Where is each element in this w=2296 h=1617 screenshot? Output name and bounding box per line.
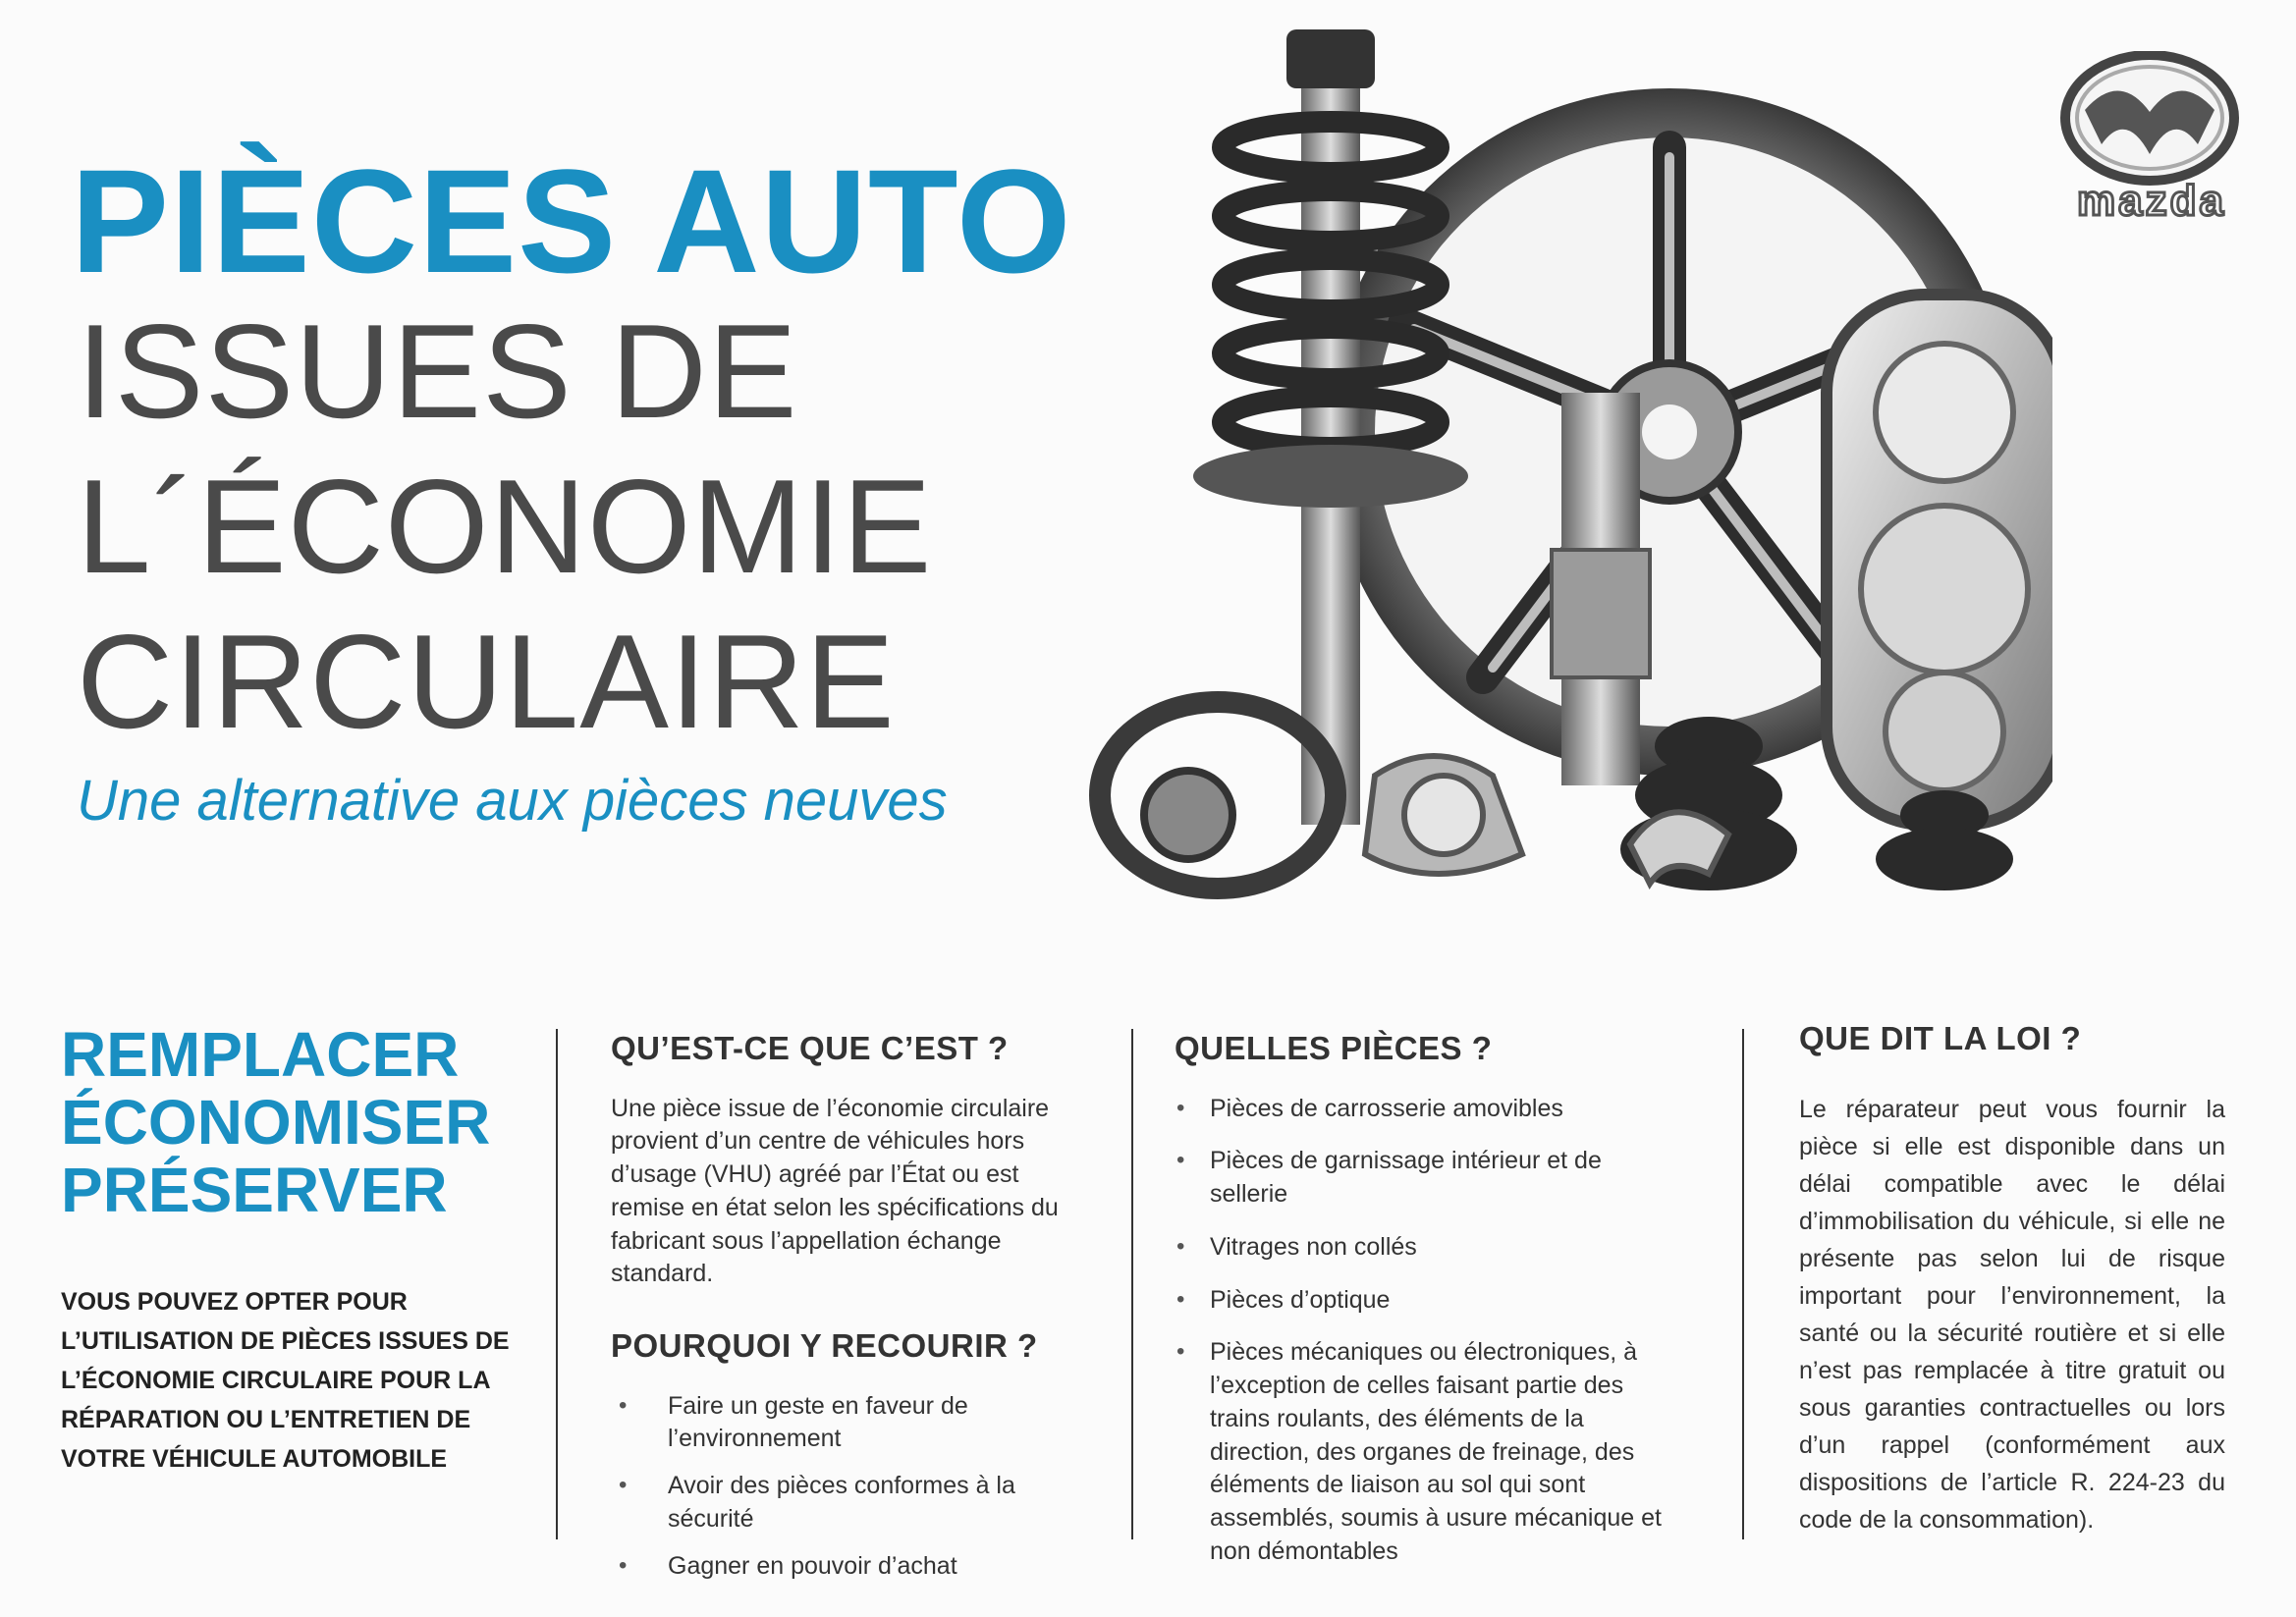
what-section [611,1027,1072,1596]
which-heading: QUELLES PIÈCES ? [1175,1030,1493,1066]
what-heading: QU’EST-CE QUE C’EST ? [611,1030,1009,1066]
car-parts-photo [1080,0,2052,913]
list-item: • Pièces de carrosserie amovibles [1175,1093,1685,1126]
title-line-2: ISSUES DE [77,296,798,446]
slogan-line: REMPLACER [61,1019,460,1090]
law-section [1799,1017,2225,1538]
divider [1131,1029,1133,1539]
list-item: • Gagner en pouvoir d’achat [611,1550,1072,1584]
which-section [1175,1027,1685,1589]
divider [556,1029,558,1539]
why-heading: POURQUOI Y RECOURIR ? [611,1327,1038,1365]
slogan [61,1021,490,1224]
mazda-wordmark: mazda [2077,177,2226,225]
slogan-line: ÉCONOMISER [61,1087,491,1159]
divider [1742,1029,1744,1539]
title-line-4: CIRCULAIRE [77,607,896,756]
list-item: • Faire un geste en faveur de l’environnement [611,1390,1072,1457]
intro-text: VOUS POUVEZ OPTER POUR L’UTILISATION DE PIÈCES ISSUES DE L’ÉCONOMIE CIRCULAIRE POUR LA RÉPARATION OU L’ENTRETIEN DE VOTRE VÉHICULE AUTOMOBILE [61,1288,510,1473]
list-item: • Avoir des pièces conformes à la sécurité [611,1470,1072,1536]
list-item: • Pièces de garnissage intérieur et de sellerie [1175,1145,1685,1212]
list-item: • Pièces d’optique [1175,1284,1685,1318]
list-item: • Vitrages non collés [1175,1231,1685,1265]
slogan-line: PRÉSERVER [61,1155,448,1226]
list-item: • Pièces mécaniques ou électroniques, à l’exception de celles faisant partie des trains roulants, des éléments de la direction, des organes de freinage, des éléments de liaison au sol qui sont assemblés, soumis à usure mécanique et non démontables [1175,1336,1685,1568]
law-body: Le réparateur peut vous fournir la pièce si elle est disponible dans un délai compatible avec le délai d’immobilisation du véhicule, si elle ne présente pas selon lui de risque important pour l’environnement, la santé ou la sécurité routière et si elle n’est pas remplacée à titre gratuit ou sous garanties contractuelles ou lors d’un rappel (conformément aux dispositions de l’article R. 224-23 du code de la consommation). [1799,1095,2225,1534]
which-list [1175,1093,1685,1569]
why-list [611,1390,1072,1584]
subtitle: Une alternative aux pièces neuves [77,769,948,833]
title-line-1: PIÈCES AUTO [71,138,1072,303]
law-heading: QUE DIT LA LOI ? [1799,1020,2082,1056]
title-line-3: L´ÉCONOMIE [77,452,933,601]
what-body: Une pièce issue de l’économie circulaire provient d’un centre de véhicules hors d’usage (VHU) agréé par l’État ou est remise en état selon les spécifications du fabricant sous l’appellation échange standard. [611,1094,1059,1288]
